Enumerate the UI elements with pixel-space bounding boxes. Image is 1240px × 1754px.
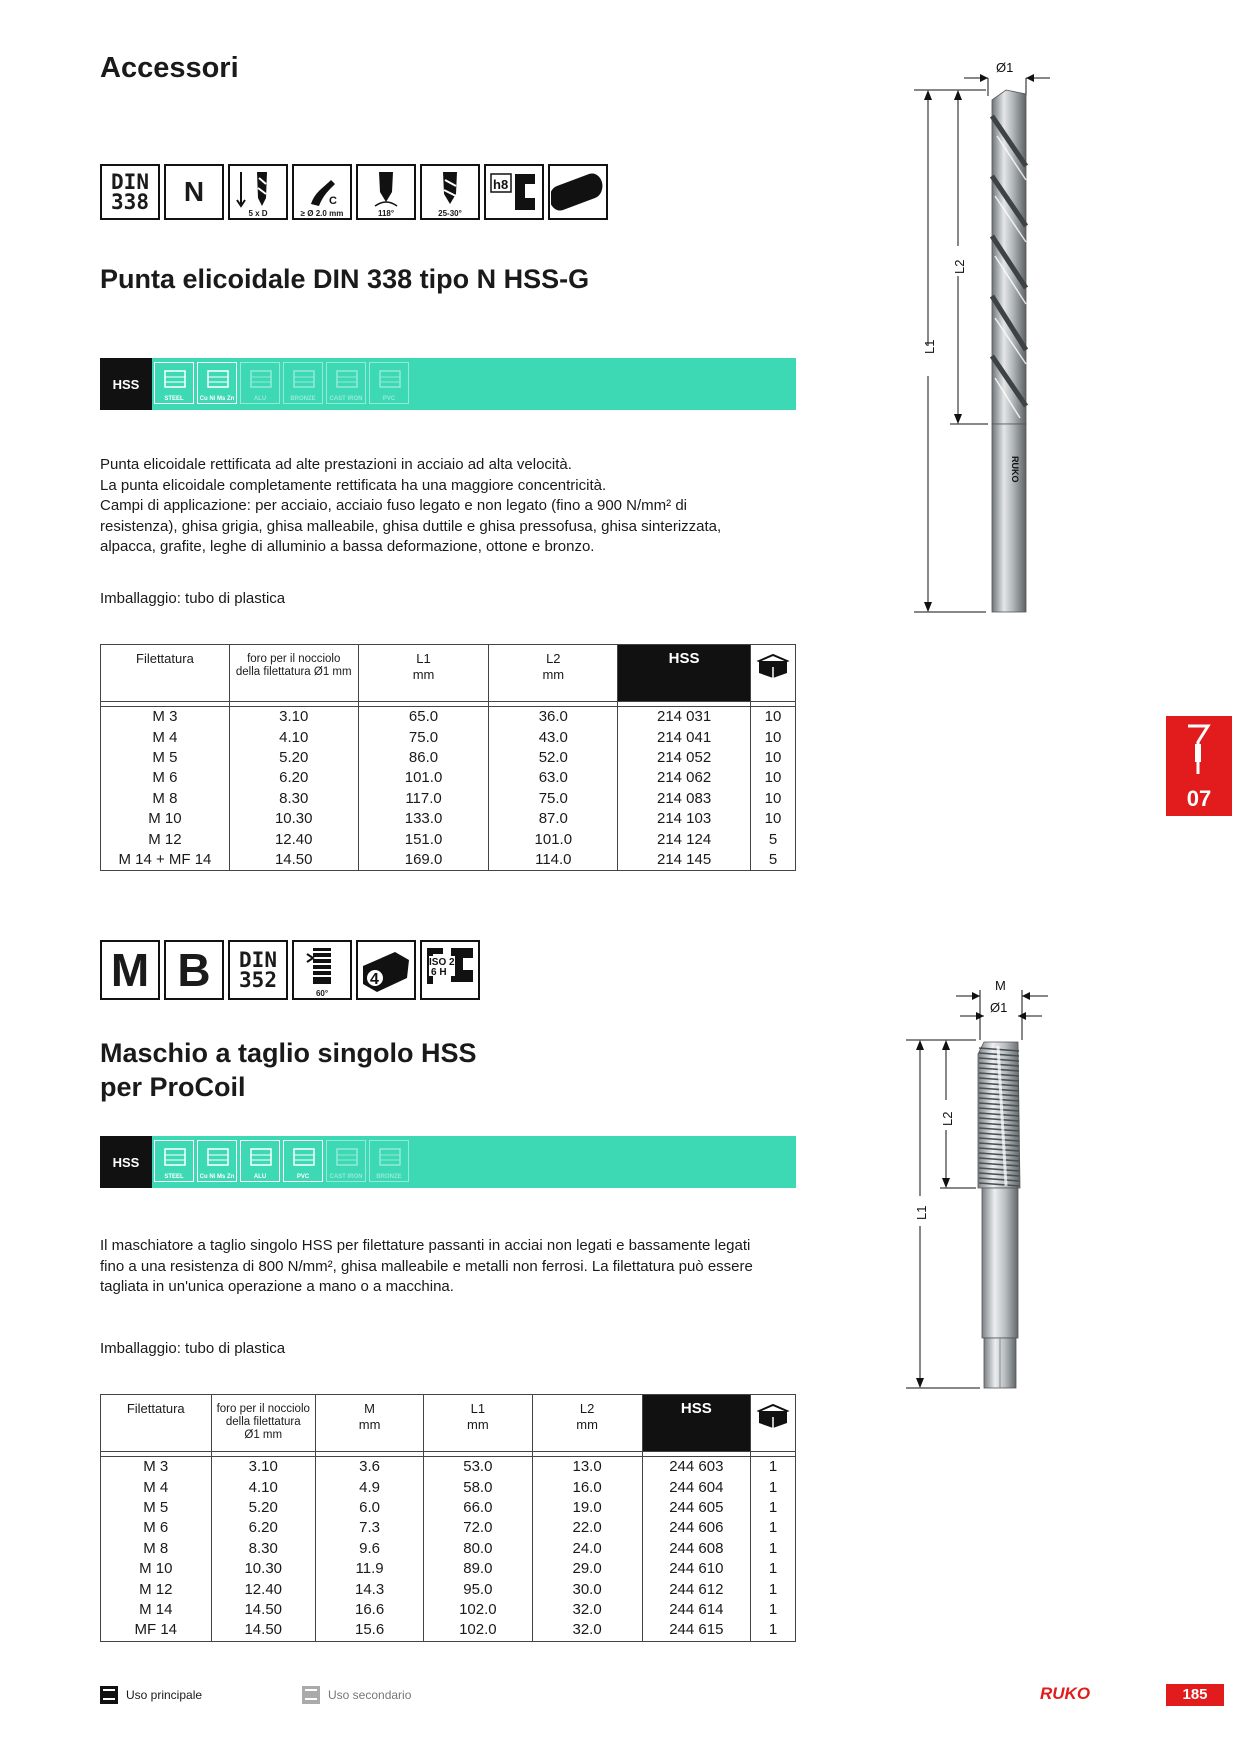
iso-line1: ISO 2 bbox=[429, 957, 455, 968]
material-label: STEEL bbox=[164, 1174, 184, 1180]
table-cell: 244 612 bbox=[642, 1579, 750, 1599]
table-cell: M 10 bbox=[101, 1559, 212, 1579]
table-cell: 29.0 bbox=[532, 1559, 642, 1579]
helix-angle-icon bbox=[420, 164, 480, 220]
description-line: tagliata in un'unica operazione a mano o a macchina. bbox=[100, 1278, 454, 1295]
diameter-label: Ø1 bbox=[996, 60, 1014, 75]
table-cell: 214 041 bbox=[618, 727, 751, 747]
table-cell: 101.0 bbox=[358, 768, 489, 788]
table-cell: 244 604 bbox=[642, 1477, 750, 1497]
col-core-hole-header bbox=[229, 645, 358, 702]
cylindrical-shank-icon bbox=[548, 164, 608, 220]
table-row bbox=[101, 1518, 796, 1538]
table-cell: 133.0 bbox=[358, 809, 489, 829]
table-row bbox=[101, 789, 796, 809]
table-cell: 244 605 bbox=[642, 1498, 750, 1518]
col-pack-header bbox=[751, 1395, 796, 1452]
product1-description bbox=[100, 455, 800, 558]
table-cell: 4.9 bbox=[315, 1477, 423, 1497]
material-bronze bbox=[283, 362, 323, 404]
table-cell: 101.0 bbox=[489, 829, 618, 849]
table-cell: 114.0 bbox=[489, 850, 618, 871]
table-cell: 5 bbox=[751, 829, 796, 849]
table-cell: 58.0 bbox=[424, 1477, 532, 1497]
ruko-logo: RUKO bbox=[1040, 1684, 1091, 1703]
table-cell: 5.20 bbox=[229, 748, 358, 768]
iso-line2: 6 H bbox=[431, 967, 447, 978]
din-number: 352 bbox=[239, 968, 277, 992]
tolerance-h8-icon bbox=[484, 164, 544, 220]
table-cell: 30.0 bbox=[532, 1579, 642, 1599]
product1-icon-row bbox=[100, 164, 608, 220]
table-cell: 214 031 bbox=[618, 707, 751, 728]
l1-label: L1 bbox=[470, 1401, 486, 1416]
table-cell: 75.0 bbox=[489, 789, 618, 809]
material-label: PVC bbox=[296, 1174, 310, 1180]
table-cell: M 8 bbox=[101, 1539, 212, 1559]
table-cell: 75.0 bbox=[358, 727, 489, 747]
svg-text:C: C bbox=[329, 195, 337, 207]
table-cell: 151.0 bbox=[358, 829, 489, 849]
col-hss-header: HSS bbox=[642, 1395, 750, 1452]
footer-primary-use bbox=[100, 1686, 202, 1704]
col-l2-header bbox=[532, 1395, 642, 1452]
table-cell: 22.0 bbox=[532, 1518, 642, 1538]
core-hole-line2: della filettatura bbox=[225, 1416, 301, 1428]
table-cell: 4.10 bbox=[229, 727, 358, 747]
table-row bbox=[101, 707, 796, 728]
m-dim-label: M bbox=[995, 978, 1006, 993]
table-cell: 214 145 bbox=[618, 850, 751, 871]
table-cell: MF 14 bbox=[101, 1620, 212, 1641]
table-cell: 10.30 bbox=[211, 1559, 315, 1579]
table-cell: 10 bbox=[751, 789, 796, 809]
table-cell: M 4 bbox=[101, 1477, 212, 1497]
table-cell: M 8 bbox=[101, 789, 230, 809]
table-cell: 214 062 bbox=[618, 768, 751, 788]
point-angle-icon bbox=[356, 164, 416, 220]
material-pvc bbox=[369, 362, 409, 404]
helix-caption: 25-30° bbox=[438, 209, 462, 218]
table-cell: 1 bbox=[751, 1498, 796, 1518]
thread-angle-icon bbox=[292, 940, 352, 1000]
table-cell: 1 bbox=[751, 1457, 796, 1478]
table-cell: 5 bbox=[751, 850, 796, 871]
drill-drawing bbox=[900, 56, 1060, 632]
table-row bbox=[101, 829, 796, 849]
table-row bbox=[101, 1579, 796, 1599]
material-cu-ni-ms-zn bbox=[197, 1140, 237, 1182]
table-cell: 7.3 bbox=[315, 1518, 423, 1538]
table-cell: 6.20 bbox=[211, 1518, 315, 1538]
l1-label: L1 bbox=[922, 339, 937, 354]
table-cell: 169.0 bbox=[358, 850, 489, 871]
table-cell: 19.0 bbox=[532, 1498, 642, 1518]
din-number: 338 bbox=[111, 190, 149, 214]
material-label: BRONZE bbox=[376, 1174, 402, 1180]
diameter-caption: ≥ Ø 2.0 mm bbox=[300, 209, 344, 218]
table-cell: 4.10 bbox=[211, 1477, 315, 1497]
drill-brand-mark: RUKO bbox=[1010, 456, 1020, 483]
table-cell: 14.50 bbox=[229, 850, 358, 871]
description-line: resistenza), ghisa grigia, ghisa malleabile, ghisa duttile e ghisa pressofusa, ghisa sinterizzata, bbox=[100, 517, 722, 535]
table-cell: 14.50 bbox=[211, 1600, 315, 1620]
material-cast-iron bbox=[326, 1140, 366, 1182]
table-cell: 63.0 bbox=[489, 768, 618, 788]
table-cell: 52.0 bbox=[489, 748, 618, 768]
secondary-use-label: Uso secondario bbox=[328, 1688, 412, 1702]
table-cell: 12.40 bbox=[229, 829, 358, 849]
table-row bbox=[101, 727, 796, 747]
table-row bbox=[101, 768, 796, 788]
din-label: DIN bbox=[111, 170, 149, 194]
table-cell: 80.0 bbox=[424, 1539, 532, 1559]
description-line: Il maschiatore a taglio singolo HSS per filettature passanti in acciai non legati e bassamente legati bbox=[100, 1237, 751, 1254]
table-cell: 10.30 bbox=[229, 809, 358, 829]
table-cell: M 4 bbox=[101, 727, 230, 747]
table-cell: 8.30 bbox=[229, 789, 358, 809]
product1-packaging: Imballaggio: tubo di plastica bbox=[100, 590, 286, 607]
material-label: Cu Ni Ms Zn bbox=[199, 1174, 235, 1180]
table-row bbox=[101, 1600, 796, 1620]
product2-packaging: Imballaggio: tubo di plastica bbox=[100, 1340, 286, 1357]
table-cell: M 5 bbox=[101, 1498, 212, 1518]
col-thread-header: Filettatura bbox=[101, 1395, 212, 1452]
diameter-label: Ø1 bbox=[990, 1000, 1008, 1015]
l1-label: L1 bbox=[416, 651, 431, 666]
table-cell: 32.0 bbox=[532, 1600, 642, 1620]
product2-table bbox=[100, 1394, 796, 1642]
table-cell: 14.3 bbox=[315, 1579, 423, 1599]
description-line: fino a una resistenza di 800 N/mm², ghisa malleabile e metalli non ferrosi. La filettatura può essere bbox=[100, 1257, 753, 1275]
product2-material-bar bbox=[100, 1136, 796, 1188]
l2-label: L2 bbox=[579, 1401, 595, 1416]
table-cell: 244 614 bbox=[642, 1600, 750, 1620]
table-cell: 1 bbox=[751, 1600, 796, 1620]
table-row bbox=[101, 1539, 796, 1559]
table-cell: 3.10 bbox=[229, 707, 358, 728]
table-cell: 6.0 bbox=[315, 1498, 423, 1518]
table-cell: 6.20 bbox=[229, 768, 358, 788]
depth-caption: 5 x D bbox=[248, 209, 268, 218]
l2-label: L2 bbox=[952, 259, 967, 274]
table-cell: 214 124 bbox=[618, 829, 751, 849]
l1-label: L1 bbox=[914, 1205, 929, 1220]
table-cell: 12.40 bbox=[211, 1579, 315, 1599]
product1-table bbox=[100, 644, 796, 871]
table-row bbox=[101, 1620, 796, 1641]
l2-unit: mm bbox=[576, 1417, 598, 1432]
din-352-icon bbox=[228, 940, 288, 1000]
section-title: Accessori bbox=[100, 52, 239, 84]
table-cell: 1 bbox=[751, 1539, 796, 1559]
table-row bbox=[101, 1498, 796, 1518]
table-cell: 244 603 bbox=[642, 1457, 750, 1478]
material-label: BRONZE bbox=[290, 396, 316, 402]
material-alu bbox=[240, 1140, 280, 1182]
table-cell: 86.0 bbox=[358, 748, 489, 768]
form-b-icon: B bbox=[164, 940, 224, 1000]
product2-title-line2: per ProCoil bbox=[100, 1072, 246, 1102]
table-cell: 72.0 bbox=[424, 1518, 532, 1538]
core-hole-line2: della filettatura Ø1 mm bbox=[235, 666, 352, 678]
table-cell: 43.0 bbox=[489, 727, 618, 747]
core-hole-line1: foro per il nocciolo bbox=[247, 653, 341, 665]
material-label: PVC bbox=[382, 396, 396, 402]
col-l2-header bbox=[489, 645, 618, 702]
secondary-use-icon bbox=[302, 1686, 320, 1704]
table-cell: 24.0 bbox=[532, 1539, 642, 1559]
m-label: M bbox=[364, 1401, 376, 1416]
table-cell: 15.6 bbox=[315, 1620, 423, 1641]
square-shank-icon bbox=[356, 940, 416, 1000]
table-row bbox=[101, 748, 796, 768]
product2-description bbox=[100, 1236, 800, 1298]
product2-title-line1: Maschio a taglio singolo HSS bbox=[100, 1038, 477, 1068]
product1-material-bar bbox=[100, 358, 796, 410]
table-cell: 10 bbox=[751, 768, 796, 788]
table-cell: 244 608 bbox=[642, 1539, 750, 1559]
table-cell: 9.6 bbox=[315, 1539, 423, 1559]
table-cell: 13.0 bbox=[532, 1457, 642, 1478]
primary-use-icon bbox=[100, 1686, 118, 1704]
table-cell: 1 bbox=[751, 1579, 796, 1599]
material-bronze bbox=[369, 1140, 409, 1182]
table-cell: 11.9 bbox=[315, 1559, 423, 1579]
table-row bbox=[101, 850, 796, 871]
package-box-icon bbox=[753, 1401, 793, 1429]
table-cell: 32.0 bbox=[532, 1620, 642, 1641]
material-alu bbox=[240, 362, 280, 404]
table-cell: M 12 bbox=[101, 829, 230, 849]
material-label: STEEL bbox=[164, 396, 184, 402]
product2-title bbox=[100, 1036, 477, 1104]
angle-caption: 60° bbox=[315, 989, 329, 998]
col-hss-header: HSS bbox=[618, 645, 751, 702]
table-cell: 87.0 bbox=[489, 809, 618, 829]
package-box-icon bbox=[753, 651, 793, 679]
iso-tolerance-icon bbox=[420, 940, 480, 1000]
l1-unit: mm bbox=[467, 1417, 489, 1432]
table-cell: 1 bbox=[751, 1477, 796, 1497]
material-steel bbox=[154, 1140, 194, 1182]
table-cell: 89.0 bbox=[424, 1559, 532, 1579]
table-cell: 10 bbox=[751, 727, 796, 747]
table-cell: 14.50 bbox=[211, 1620, 315, 1641]
core-hole-line3: Ø1 mm bbox=[244, 1429, 283, 1441]
table-cell: M 10 bbox=[101, 809, 230, 829]
material-pvc bbox=[283, 1140, 323, 1182]
table-cell: 102.0 bbox=[424, 1620, 532, 1641]
table-cell: 8.30 bbox=[211, 1539, 315, 1559]
table-cell: 10 bbox=[751, 748, 796, 768]
col-l1-header bbox=[424, 1395, 532, 1452]
material-cast-iron bbox=[326, 362, 366, 404]
table-cell: 10 bbox=[751, 707, 796, 728]
table-row bbox=[101, 1457, 796, 1478]
table-row bbox=[101, 809, 796, 829]
l2-label: L2 bbox=[940, 1111, 955, 1126]
col-thread-header: Filettatura bbox=[101, 645, 230, 702]
table-row bbox=[101, 1559, 796, 1579]
min-diameter-icon bbox=[292, 164, 352, 220]
table-cell: 102.0 bbox=[424, 1600, 532, 1620]
table-cell: 95.0 bbox=[424, 1579, 532, 1599]
table-cell: M 6 bbox=[101, 768, 230, 788]
table-cell: 244 606 bbox=[642, 1518, 750, 1538]
table-cell: 1 bbox=[751, 1620, 796, 1641]
m-unit: mm bbox=[358, 1417, 381, 1432]
table-cell: 66.0 bbox=[424, 1498, 532, 1518]
table-cell: M 3 bbox=[101, 1457, 212, 1478]
hss-badge: HSS bbox=[100, 1136, 152, 1188]
description-line: Campi di applicazione: per acciaio, acciaio fuso legato e non legato (fino a 900 N/mm² di bbox=[100, 497, 687, 514]
din-338-icon bbox=[100, 164, 160, 220]
drill-depth-icon bbox=[228, 164, 288, 220]
table-cell: 3.6 bbox=[315, 1457, 423, 1478]
thread-m-icon: M bbox=[100, 940, 160, 1000]
table-cell: 244 615 bbox=[642, 1620, 750, 1641]
din-label: DIN bbox=[239, 948, 277, 972]
chapter-tab bbox=[1166, 716, 1232, 816]
l2-unit: mm bbox=[542, 667, 565, 682]
table-cell: M 5 bbox=[101, 748, 230, 768]
table-cell: 5.20 bbox=[211, 1498, 315, 1518]
table-cell: M 14 + MF 14 bbox=[101, 850, 230, 871]
table-cell: 10 bbox=[751, 809, 796, 829]
table-cell: 3.10 bbox=[211, 1457, 315, 1478]
table-cell: 36.0 bbox=[489, 707, 618, 728]
table-cell: 16.6 bbox=[315, 1600, 423, 1620]
table-cell: 1 bbox=[751, 1518, 796, 1538]
core-hole-line1: foro per il nocciolo bbox=[216, 1403, 310, 1415]
hss-badge: HSS bbox=[100, 358, 152, 410]
page-number: 185 bbox=[1166, 1684, 1224, 1706]
chapter-number: 07 bbox=[1186, 786, 1212, 811]
table-cell: 16.0 bbox=[532, 1477, 642, 1497]
description-line: alpacca, grafite, leghe di alluminio a bassa deformazione, ottone e bronzo. bbox=[100, 538, 595, 555]
material-steel bbox=[154, 362, 194, 404]
l1-unit: mm bbox=[412, 667, 435, 682]
table-cell: 65.0 bbox=[358, 707, 489, 728]
tap-chapter-icon bbox=[1184, 722, 1214, 778]
material-label: ALU bbox=[253, 1174, 267, 1180]
angle-caption: 118° bbox=[377, 209, 395, 218]
table-cell: 53.0 bbox=[424, 1457, 532, 1478]
table-cell: M 6 bbox=[101, 1518, 212, 1538]
description-line: La punta elicoidale completamente rettificata ha una maggiore concentricità. bbox=[100, 476, 607, 494]
table-cell: M 14 bbox=[101, 1600, 212, 1620]
table-cell: 117.0 bbox=[358, 789, 489, 809]
table-cell: 214 052 bbox=[618, 748, 751, 768]
material-label: Cu Ni Ms Zn bbox=[199, 396, 235, 402]
col-l1-header bbox=[358, 645, 489, 702]
description-line: Punta elicoidale rettificata ad alte prestazioni in acciaio ad alta velocità. bbox=[100, 456, 572, 473]
col-pack-header bbox=[751, 645, 796, 702]
material-label: CAST IRON bbox=[329, 1174, 363, 1180]
table-cell: 214 103 bbox=[618, 809, 751, 829]
table-cell: 214 083 bbox=[618, 789, 751, 809]
table-cell: 1 bbox=[751, 1559, 796, 1579]
material-label: ALU bbox=[253, 396, 267, 402]
flute-count: 4 bbox=[370, 971, 379, 988]
material-cu-ni-ms-zn bbox=[197, 362, 237, 404]
product1-title: Punta elicoidale DIN 338 tipo N HSS-G bbox=[100, 264, 590, 294]
material-label: CAST IRON bbox=[329, 396, 363, 402]
table-cell: M 12 bbox=[101, 1579, 212, 1599]
type-n-icon: N bbox=[164, 164, 224, 220]
l2-label: L2 bbox=[546, 651, 561, 666]
table-cell: M 3 bbox=[101, 707, 230, 728]
table-cell: 244 610 bbox=[642, 1559, 750, 1579]
col-m-header bbox=[315, 1395, 423, 1452]
tolerance-label: h8 bbox=[493, 177, 509, 192]
table-row bbox=[101, 1477, 796, 1497]
primary-use-label: Uso principale bbox=[126, 1688, 203, 1702]
footer-secondary-use bbox=[302, 1686, 411, 1704]
tap-drawing bbox=[880, 976, 1060, 1396]
col-core-hole-header bbox=[211, 1395, 315, 1452]
product2-icon-row bbox=[100, 940, 480, 1000]
